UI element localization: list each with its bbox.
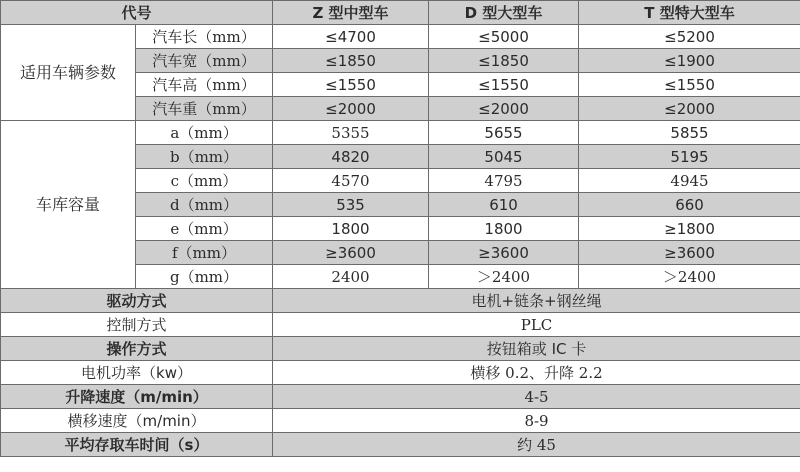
spec-label: 横移速度（m/min） [1,409,273,433]
row-label: 汽车高（mm） [136,73,273,97]
cell-value: ＞2400 [579,265,800,289]
row-label: f（mm） [136,241,273,265]
cell-value: ≤1550 [273,73,429,97]
spec-label: 操作方式 [1,337,273,361]
cell-value: 5655 [429,121,579,145]
cell-value: 535 [273,193,429,217]
cell-value: ≤4700 [273,25,429,49]
cell-value: 610 [429,193,579,217]
cell-value: 2400 [273,265,429,289]
row-label: 汽车长（mm） [136,25,273,49]
header-t-type: T 型特大型车 [579,1,800,25]
row-label: c（mm） [136,169,273,193]
spec-value: 横移 0.2、升降 2.2 [273,361,800,385]
header-d-type: D 型大型车 [429,1,579,25]
cell-value: 660 [579,193,800,217]
spec-row [1,289,800,313]
header-z-type: Z 型中型车 [273,1,429,25]
spec-label: 平均存取车时间（s） [1,433,273,457]
cell-value: ≤5200 [579,25,800,49]
cell-value: 4820 [273,145,429,169]
cell-value: ≥3600 [429,241,579,265]
cell-value: ≥1800 [579,217,800,241]
header-row [1,1,800,25]
cell-value: 1800 [429,217,579,241]
cell-value: ≥3600 [579,241,800,265]
cell-value: ≥3600 [273,241,429,265]
spec-label: 控制方式 [1,313,273,337]
row-label: e（mm） [136,217,273,241]
spec-label: 电机功率（kw） [1,361,273,385]
table-row [1,25,800,49]
row-label: 汽车重（mm） [136,97,273,121]
cell-value: 5355 [273,121,429,145]
cell-value: 1800 [273,217,429,241]
cell-value: ≤1850 [273,49,429,73]
garage-capacity-group-label: 车库容量 [1,121,136,289]
cell-value: 5195 [579,145,800,169]
cell-value: ＞2400 [429,265,579,289]
cell-value: ≤2000 [273,97,429,121]
row-label: g（mm） [136,265,273,289]
cell-value: ≤1550 [429,73,579,97]
spec-row [1,313,800,337]
row-label: b（mm） [136,145,273,169]
spec-value: PLC [273,313,800,337]
spec-row [1,385,800,409]
vehicle-params-group-label: 适用车辆参数 [1,25,136,121]
spec-value: 按钮箱或 IC 卡 [273,337,800,361]
spec-value: 约 45 [273,433,800,457]
cell-value: ≤1850 [429,49,579,73]
cell-value: ≤1550 [579,73,800,97]
cell-value: 5855 [579,121,800,145]
spec-value: 电机+链条+钢丝绳 [273,289,800,313]
cell-value: 4945 [579,169,800,193]
cell-value: 5045 [429,145,579,169]
row-label: d（mm） [136,193,273,217]
row-label: a（mm） [136,121,273,145]
spec-label: 驱动方式 [1,289,273,313]
cell-value: ≤2000 [429,97,579,121]
header-code-label: 代号 [1,1,273,25]
table-row [1,121,800,145]
cell-value: 4570 [273,169,429,193]
spec-label: 升降速度（m/min） [1,385,273,409]
spec-value: 8-9 [273,409,800,433]
cell-value: 4795 [429,169,579,193]
cell-value: ≤2000 [579,97,800,121]
spec-value: 4-5 [273,385,800,409]
spec-row [1,409,800,433]
cell-value: ≤1900 [579,49,800,73]
cell-value: ≤5000 [429,25,579,49]
spec-row [1,361,800,385]
row-label: 汽车宽（mm） [136,49,273,73]
spec-row [1,337,800,361]
spec-row [1,433,800,457]
